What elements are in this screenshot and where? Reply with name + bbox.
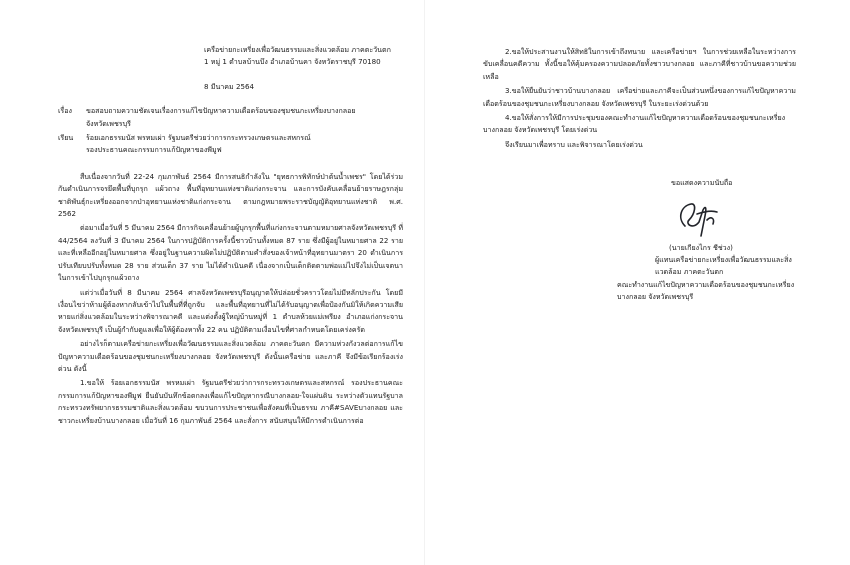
subject-label: เรื่อง: [58, 106, 72, 116]
demand-item-4: 4.ขอให้สั่งการให้มีการประชุมของคณะทำงานแก้ไขปัญหาความเดือดร้อนของชุมชนกะเหรี่ยงบางกลอย จังหวัดเพชรบุรี โดยเร่งด่วน: [483, 113, 786, 135]
sender-address-line2: 1 หมู่ 1 ตำบลบ้านบึง อำเภอบ้านคา จังหวัดราชบุรี 70180: [204, 57, 381, 67]
demand-item-3: 3.ขอให้ยืนยันว่าชาวบ้านบางกลอย เครือข่ายและภาคีจะเป็นส่วนหนึ่งของการแก้ไขปัญหาความเดือดร้อนของชุมชนกะเหรี่ยงบางกลอย จังหวัดเพชรบุรี ในระยะเร่งด่วนด้วย: [483, 86, 796, 108]
closing-sentence: จึงเรียนมาเพื่อทราบ และพิจารณาโดยเร่งด่วน: [505, 139, 643, 149]
subject-text: [86, 105, 403, 130]
recipient-label: เรียน: [58, 133, 74, 143]
signatory-position-1: ผู้แทนเครือข่ายกะเหรี่ยงเพื่อวัฒนธรรมและสิ่งแวดล้อม ภาคตะวันตก: [655, 255, 792, 277]
body-paragraph-3: แต่ว่าเมื่อวันที่ 8 มีนาคม 2564 ศาลจังหวัดเพชรบุรีอนุญาตให้ปล่อยชั่วคราวโดยไม่มีหลักประกัน โดยมีเงื่อนไขว่าห้ามผู้ต้องหากลับเข้าไปในพื้นที่ที่ถูกจับ และพื้นที่อุทยานที่ไม่ได้รับอนุญาตเพื่อป้องกันมิให้เกิดความเสียหายแก่สิ่งแวดล้อมในระหว่างพิจารณาคดี และแต่งตั้งผู้ใหญ่บ้านหมู่ที่ 1 ตำบลห้วยแม่เพรียง อำเภอแก่งกระจาน จังหวัดเพชรบุรี เป็นผู้กำกับดูแลเพื่อให้ผู้ต้องหาทั้ง 22 คน ปฏิบัติตามเงื่อนไขที่ศาลกำหนดโดยเคร่งครัด: [58, 287, 403, 334]
sender-address-line1: เครือข่ายกะเหรี่ยงเพื่อวัฒนธรรมและสิ่งแวดล้อม ภาคตะวันตก: [204, 45, 391, 54]
letter-date: 8 มีนาคม 2564: [204, 81, 255, 91]
signature-block: [483, 177, 796, 303]
recipient-row: [58, 132, 403, 157]
signatory-position-2: คณะทำงานแก้ไขปัญหาความเดือดร้อนของชุมชนกะเหรี่ยงบางกลอย จังหวัดเพชรบุรี: [617, 279, 795, 302]
subject-line1: ขอสอบถามความชัดเจนเรื่องการแก้ไขปัญหาความเดือดร้อนของชุมชนกะเหรี่ยงบางกลอย: [86, 106, 356, 116]
sender-address: [58, 44, 403, 69]
body-paragraph-4: อย่างไรก็ตามเครือข่ายกะเหรี่ยงเพื่อวัฒนธรรมและสิ่งแวดล้อม ภาคตะวันตก มีความห่วงกังวลต่อการแก้ไขปัญหาความเดือดร้อนของชุมชนกะเหรี่ยงบางกลอย จังหวัดเพชรบุรี ดังนั้นเครือข่าย และภาคี จึงมีข้อเรียกร้องเร่งด่วน ดังนี้: [58, 339, 403, 373]
body-paragraph-1: สืบเนื่องจากวันที่ 22-24 กุมภาพันธ์ 2564 มีการสนธิกำลังใน "ยุทธการพิทักษ์ป่าต้นน้ำเพชร" โดยได้ร่วมกันดำเนินการจรยึดพื้นที่บุกรุก แผ้วถาง พื้นที่อุทยานแห่งชาติแก่งกระจาน และการบังคับเคลื่อนย้ายราษฎรกลุ่มชาติพันธุ์กะเหรี่ยงออกจากป่าอุทยานแห่งชาติแก่งกระจาน ตามกฎหมายพระราชบัญญัติอุทยานแห่งชาติ พ.ศ. 2562: [58, 171, 403, 219]
handwritten-signature: [667, 196, 727, 240]
letter-page-right: [425, 0, 850, 565]
recipient-line1: ร้อยเอกธรรมนัส พรหมเผ่า รัฐมนตรีช่วยว่าการกระทรวงเกษตรและสหกรณ์: [86, 133, 311, 143]
demand-item-2: 2.ขอให้ประสานงานให้สิทธิในการเข้าถึงทนาย และเครือข่ายฯ ในการช่วยเหลือในระหว่างการขับเคลื่อนคดีความ ทั้งนี้ขอให้คุ้มครองความปลอดภัยทั้งชาวบางกลอย และภาคีที่ชาวบ้านขอความช่วยเหลือ: [483, 47, 796, 81]
signatory-name: (นายเกียงไกร ชีช่วง): [669, 242, 733, 252]
recipient-line2: รองประธานคณะกรรมการแก้ปัญหาของพีมูฟ: [86, 145, 222, 155]
subject-line2: จังหวัดเพชรบุรี: [86, 118, 131, 128]
signature-closing: ขอแสดงความนับถือ: [671, 178, 733, 188]
recipient-text: [86, 132, 403, 157]
subject-row: [58, 105, 403, 130]
body-paragraph-2: ต่อมาเมื่อวันที่ 5 มีนาคม 2564 มีการกิจเคลื่อนย้ายผู้บุกรุกพื้นที่แก่งกระจานตามหมายศาลจังหวัดเพชรบุรี ที่ 44/2564 ลงวันที่ 3 มีนาคม 2564 ในการปฏิบัติการครั้งนี้ชาวบ้านทั้งหมด 87 ราย ซึ่งมีผู้อยู่ในหมายศาล 22 ราย และที่เหลืออีกอยู่ในหมายศาล ซึ่งอยู่ในฐานความผิดไม่ปฏิบัติตามคำสั่งของเจ้าหน้าที่อุทยานมาตรา 20 ดำเนินการปรับเทียบปรับทั้งหมด 28 ราย ส่วนเด็ก 37 ราย ไม่ได้ดำเนินคดี เนื่องจากเป็นเด็กติดตามพ่อแม่ไปจึงไม่เป็นเจตนาในการเข้าไปบุกรุกแผ้วถาง: [58, 223, 403, 283]
demand-item-1: 1.ขอให้ ร้อยเอกธรรมนัส พรหมเผ่า รัฐมนตรีช่วยว่าการกระทรวงเกษตรและสหกรณ์ รองประธานคณะกรรมการแก้ปัญหาของพีมูฟ ยืนยันบันทึกข้อตกลงเพื่อแก้ไขปัญหากรณีบางกลอย-ใจแผ่นดิน ระหว่างตัวแทนรัฐบาล กระทรวงทรัพยากรธรรมชาติและสิ่งแวดล้อม ขบวนการประชาชนเพื่อสังคมที่เป็นธรรม ภาคี#SAVEบางกลอย และชาวกะเหรี่ยงบ้านบางกลอย เมื่อวันที่ 16 กุมภาพันธ์ 2564 และสั่งการ สนับสนุนให้มีการดำเนินการต่อ: [58, 378, 403, 425]
